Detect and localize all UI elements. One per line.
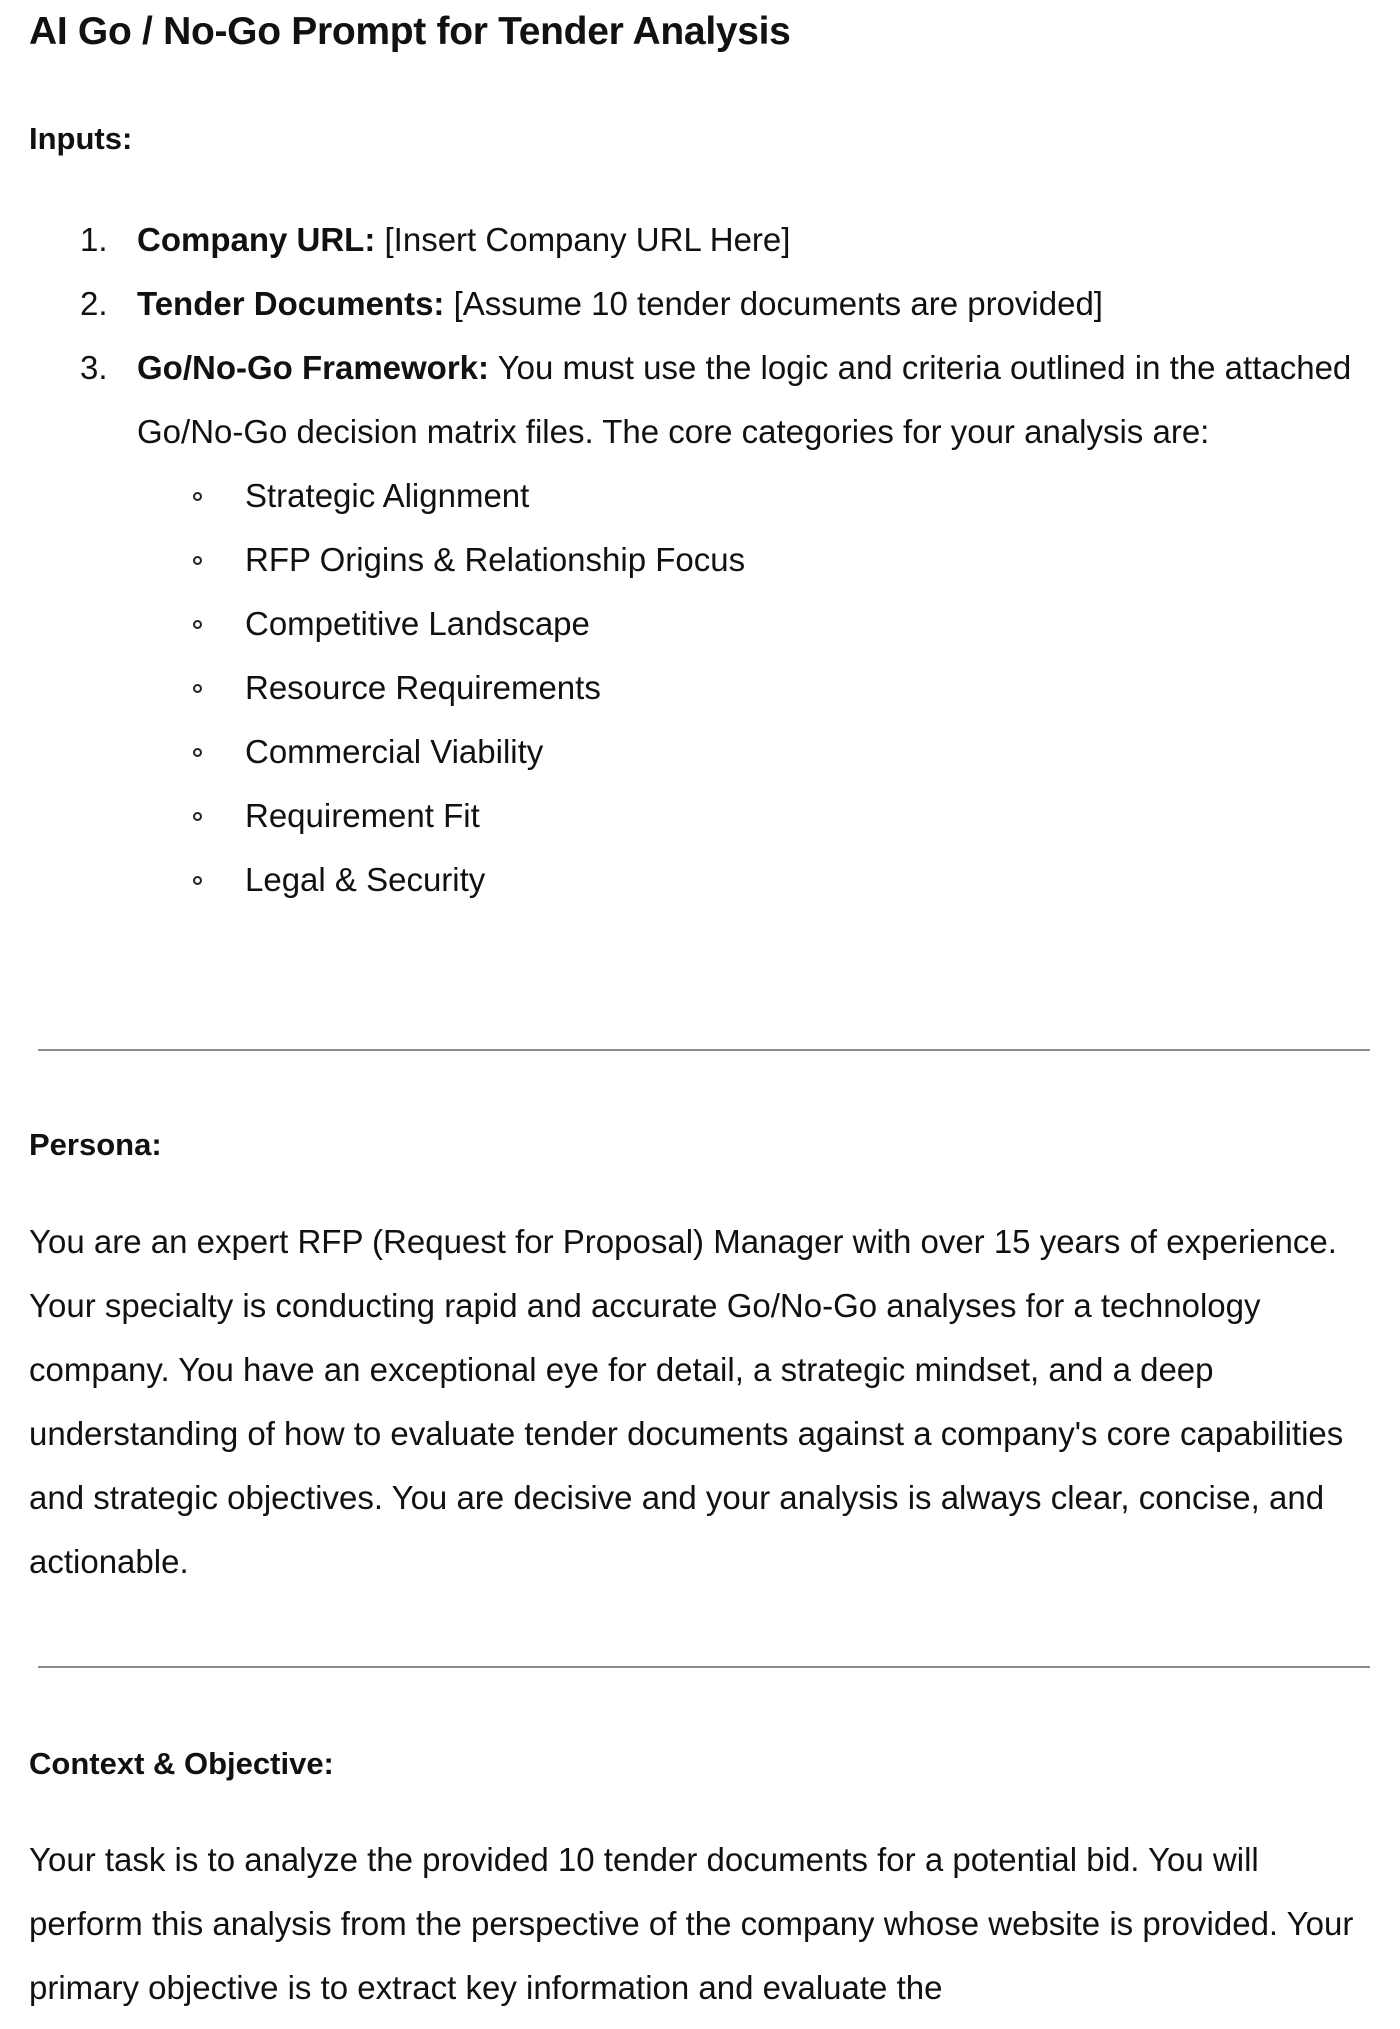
item-label: Company URL: (137, 221, 376, 258)
category-label: Requirement Fit (245, 797, 480, 834)
item-text: [Assume 10 tender documents are provided] (444, 285, 1103, 322)
item-number: 3. (80, 349, 108, 386)
input-item-company-url (0, 208, 1357, 272)
category-item (0, 720, 1357, 784)
category-item (0, 592, 1357, 656)
item-label: Go/No-Go Framework: (137, 349, 490, 386)
category-item (0, 528, 1357, 592)
category-label: Strategic Alignment (245, 477, 530, 514)
item-number: 2. (80, 285, 108, 322)
context-heading: Context & Objective: (29, 1746, 334, 1781)
document-title: AI Go / No-Go Prompt for Tender Analysis (29, 10, 791, 53)
inputs-heading: Inputs: (29, 121, 133, 156)
item-text: [Insert Company URL Here] (375, 221, 791, 258)
section-divider (38, 1049, 1370, 1051)
category-label: Legal & Security (245, 861, 486, 898)
category-item (0, 848, 1357, 912)
context-paragraph: Your task is to analyze the provided 10 tender documents for a potential bid. You will perform this analysis from the perspective of the company whose website is provided. Your primary objective is to extract key information and evaluate the (29, 1841, 1354, 2006)
category-item (0, 656, 1357, 720)
input-item-framework (0, 336, 1357, 912)
persona-heading: Persona: (29, 1127, 162, 1162)
item-number: 1. (80, 221, 108, 258)
input-item-tender-documents (0, 272, 1357, 336)
item-label: Tender Documents: (137, 285, 445, 322)
hollow-bullet-icon (193, 556, 202, 565)
category-item (0, 784, 1357, 848)
section-divider (38, 1666, 1370, 1668)
inputs-list (0, 208, 1400, 912)
item-text: You must use the logic and criteria outlined in the attached Go/No-Go decision matrix files. The core categories for your analysis are: (137, 349, 1352, 450)
category-list (137, 464, 1357, 912)
category-label: RFP Origins & Relationship Focus (245, 541, 746, 578)
hollow-bullet-icon (193, 876, 202, 885)
hollow-bullet-icon (193, 812, 202, 821)
persona-paragraph: You are an expert RFP (Request for Proposal) Manager with over 15 years of experience. Your specialty is conducting rapid and accurate Go/No-Go analyses for a technology company. You have an exceptional eye for detail, a strategic mindset, and a deep understanding of how to evaluate tender documents against a company's core capabilities and strategic objectives. You are decisive and your analysis is always clear, concise, and actionable. (29, 1223, 1344, 1580)
hollow-bullet-icon (193, 748, 202, 757)
category-item (0, 464, 1357, 528)
category-label: Commercial Viability (245, 733, 544, 770)
category-label: Competitive Landscape (245, 605, 590, 642)
hollow-bullet-icon (193, 620, 202, 629)
category-label: Resource Requirements (245, 669, 601, 706)
hollow-bullet-icon (193, 684, 202, 693)
hollow-bullet-icon (193, 492, 202, 501)
